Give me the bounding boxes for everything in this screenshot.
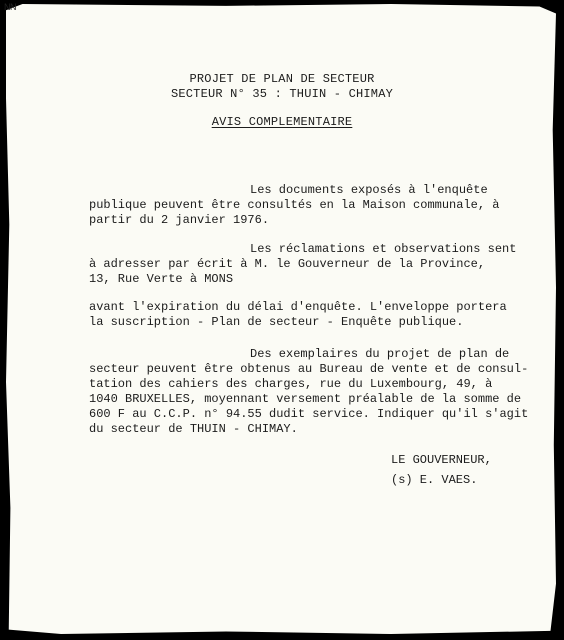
document-subtitle: AVIS COMPLEMENTAIRE	[211, 115, 353, 129]
paragraph-4-line-5: 600 F au C.C.P. n° 94.55 dudit service. Indiquer qu'il s'agit	[89, 407, 529, 421]
paragraph-1-line-3: partir du 2 janvier 1976.	[89, 213, 270, 227]
paragraph-2-line-3: 13, Rue Verte à MONS	[89, 272, 234, 286]
corner-mark: NN	[4, 2, 16, 12]
paragraph-2-line-2: à adresser par écrit à M. le Gouverneur de la Province,	[89, 257, 486, 271]
paragraph-1-line-1: Les documents exposés à l'enquête	[250, 183, 488, 197]
paragraph-1-line-2: publique peuvent être consultés en la Maison communale, à	[89, 198, 500, 212]
paragraph-3-line-2: la suscription - Plan de secteur - Enquête publique.	[89, 315, 464, 329]
paragraph-4-line-6: du secteur de THUIN - CHIMAY.	[89, 422, 298, 436]
heading-line-2: SECTEUR N° 35 : THUIN - CHIMAY	[170, 87, 394, 101]
heading-line-1: PROJET DE PLAN DE SECTEUR	[189, 72, 375, 86]
paragraph-4-line-2: secteur peuvent être obtenus au Bureau de vente et de consul-	[89, 362, 529, 376]
paragraph-3-line-1: avant l'expiration du délai d'enquête. L'enveloppe portera	[89, 300, 507, 314]
paragraph-2-line-1: Les réclamations et observations sent	[250, 242, 517, 256]
paragraph-4-line-3: tation des cahiers des charges, rue du Luxembourg, 49, à	[89, 377, 493, 391]
signature-title: LE GOUVERNEUR,	[391, 453, 492, 467]
paragraph-4-line-1: Des exemplaires du projet de plan de	[250, 347, 510, 361]
signature-name: (s) E. VAES.	[391, 473, 478, 487]
paragraph-4-line-4: 1040 BRUXELLES, moyennant versement préalable de la somme de	[89, 392, 522, 406]
